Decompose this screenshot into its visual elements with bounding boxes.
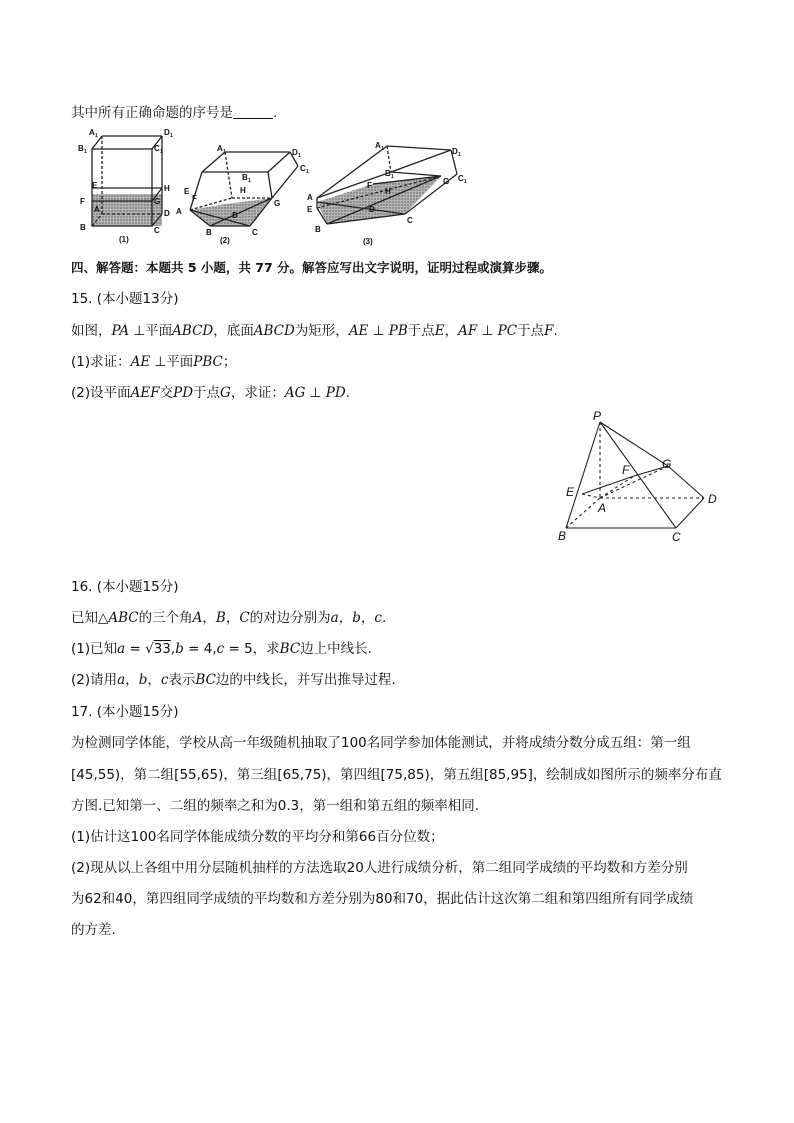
- math-b: b: [138, 672, 148, 688]
- fig1-sub: 1: [95, 133, 98, 139]
- math-PD: PD: [325, 385, 346, 401]
- q15-part2: [71, 383, 350, 403]
- fig2-label-E: E: [184, 187, 190, 196]
- math-G: G: [220, 385, 231, 401]
- pyr-label-A: A: [598, 501, 607, 515]
- text: 表示: [168, 672, 196, 688]
- q16-stem: [71, 608, 386, 628]
- fig3-label-D: D: [369, 205, 375, 214]
- q16-part2: [71, 670, 396, 690]
- text: 于点: [407, 323, 435, 339]
- text: 交: [159, 385, 174, 401]
- math-E: E: [434, 323, 445, 339]
- q17-part1: (1)估计这100名同学体能成绩分数的平均分和第66百分位数；: [71, 829, 444, 845]
- text: 的对边分别为: [249, 610, 331, 626]
- fig2-label-D1: D: [292, 148, 298, 157]
- text: ；: [222, 354, 237, 370]
- text: ，: [147, 672, 161, 688]
- fig3-sub: 1: [464, 179, 467, 185]
- text: = 4,: [183, 641, 217, 657]
- math-F: F: [544, 323, 554, 339]
- fig1-label-D: D: [164, 209, 170, 218]
- text: 如图，: [71, 323, 112, 339]
- math-b: b: [175, 641, 184, 657]
- q15-stem: [71, 321, 558, 341]
- q15-header: 15. (本小题13分): [71, 291, 179, 307]
- q15-pyramid-figure: [552, 408, 732, 548]
- math-ABCD: ABCD: [172, 323, 214, 339]
- fig2-sub: 1: [223, 149, 226, 155]
- fig2-sub: 1: [248, 178, 251, 184]
- fig1-label-B1: B: [78, 144, 84, 153]
- text: 平面: [166, 354, 194, 370]
- fig1-caption: (1): [119, 235, 129, 244]
- q17-part2-line-1: (2)现从以上各组中用分层随机抽样的方法选取20人进行成绩分析，第二组同学成绩的平均数和方差分别: [71, 860, 688, 876]
- text: 边的中线长，并写出推导过程.: [215, 672, 396, 688]
- text: ，: [202, 610, 216, 626]
- text: 平面: [145, 323, 173, 339]
- fig1-label-C1: C: [154, 144, 160, 153]
- perp-symbol: ⊥: [154, 354, 167, 370]
- figure-3: [305, 132, 475, 250]
- figure-1: [72, 126, 182, 246]
- figure-2: [170, 138, 320, 248]
- fig1-sub: 1: [84, 149, 87, 155]
- fig1-label-H: H: [164, 184, 170, 193]
- text: .: [381, 610, 387, 626]
- perp-symbol: ⊥: [372, 323, 385, 339]
- fig1-label-D1: D: [164, 128, 170, 137]
- text: = 5，求: [224, 641, 280, 657]
- text: 已知△: [71, 610, 109, 626]
- text: .: [553, 323, 558, 339]
- text: ，: [125, 672, 139, 688]
- text: .: [345, 385, 350, 401]
- text: =: [125, 641, 146, 657]
- pyr-label-D: D: [708, 492, 717, 506]
- sqrt-symbol: √: [145, 641, 154, 657]
- text: ，: [338, 610, 353, 626]
- text: (2)设平面: [71, 385, 131, 401]
- q17-line-2: [45,55)，第二组[55,65)，第三组[65,75)，第四组[75,85)，第五组[85,95]，绘制成如图所示的频率分布直: [71, 767, 722, 783]
- math-A: A: [192, 610, 203, 626]
- fig1-label-A1: A: [89, 128, 95, 137]
- pyr-label-G: G: [662, 457, 672, 471]
- q16-header: 16. (本小题15分): [71, 579, 179, 595]
- text: ,: [170, 641, 176, 657]
- math-AEF: AEF: [130, 385, 160, 401]
- fig2-label-C1: C: [300, 164, 306, 173]
- math-a: a: [330, 610, 339, 626]
- perp-symbol: ⊥: [309, 385, 322, 401]
- q15-part1: [71, 352, 236, 372]
- text: 的三个角: [138, 610, 193, 626]
- fig2-label-A1: A: [217, 144, 223, 153]
- fig2-label-C: C: [252, 228, 258, 237]
- fig2-sub: 1: [306, 169, 309, 175]
- fig3-label-B1: B: [385, 169, 391, 178]
- pyr-label-B: B: [558, 529, 567, 543]
- math-PD: PD: [173, 385, 194, 401]
- math-AG: AG: [284, 385, 306, 401]
- fig2-label-H: H: [240, 186, 246, 195]
- math-AF: AF: [458, 323, 478, 339]
- text: ，底面: [213, 323, 254, 339]
- q14-tail-line: [71, 103, 277, 123]
- fig3-label-G: G: [443, 177, 450, 186]
- q17-part2-line-2: 为62和40，第四组同学成绩的平均数和方差分别为80和70，据此估计这次第二组和第四组所有同学成绩: [71, 891, 694, 907]
- math-AE: AE: [348, 323, 369, 339]
- text: (2)请用: [71, 672, 118, 688]
- text: ，: [444, 323, 459, 339]
- math-PA: PA: [111, 323, 130, 339]
- text: ，: [360, 610, 375, 626]
- fig3-sub: 1: [391, 174, 394, 180]
- text: ，: [225, 610, 240, 626]
- q17-header: 17. (本小题15分): [71, 704, 179, 720]
- fig3-label-C: C: [407, 216, 413, 225]
- fig2-label-G: G: [274, 199, 281, 208]
- math-B: B: [215, 610, 226, 626]
- pyr-label-E: E: [566, 485, 575, 499]
- fig2-sub: 1: [298, 153, 301, 159]
- text: 于点: [517, 323, 545, 339]
- math-c: c: [160, 672, 169, 688]
- math-BC: BC: [195, 672, 216, 688]
- fig1-label-F: F: [80, 197, 85, 206]
- q17-line-1: 为检测同学体能，学校从高一年级随机抽取了100名同学参加体能测试，并将成绩分数分成五组：第一组: [71, 735, 691, 751]
- q16-part1: [71, 639, 372, 659]
- fig2-label-F: F: [192, 194, 197, 203]
- text: ，求证：: [230, 385, 285, 401]
- fig2-label-D: D: [232, 211, 238, 220]
- fig3-label-B: B: [315, 225, 321, 234]
- answer-blank[interactable]: [233, 104, 273, 119]
- q17-line-3: 方图.已知第一、二组的频率之和为0.3，第一组和第五组的频率相同.: [71, 798, 480, 814]
- fig2-caption: (2): [220, 236, 230, 245]
- math-AE: AE: [130, 354, 151, 370]
- fig1-sub: 1: [160, 149, 163, 155]
- pyr-label-C: C: [672, 530, 681, 544]
- fig2-label-A: A: [176, 207, 182, 216]
- text: (1)求证：: [71, 354, 131, 370]
- radicand: 33: [153, 641, 171, 657]
- pyr-label-F: F: [622, 463, 630, 477]
- text: 边上中线长.: [300, 641, 372, 657]
- perp-symbol: ⊥: [133, 323, 146, 339]
- math-a: a: [117, 641, 126, 657]
- fig3-sub: 1: [381, 146, 384, 152]
- fig3-label-A1: A: [375, 141, 381, 150]
- text: (1)已知: [71, 641, 118, 657]
- fig3-label-D1: D: [452, 147, 458, 156]
- pyr-label-P: P: [593, 409, 602, 423]
- perp-symbol: ⊥: [481, 323, 494, 339]
- fig1-label-B: B: [80, 223, 86, 232]
- fig3-label-E: E: [307, 205, 313, 214]
- section-4-heading: 四、解答题：本题共 5 小题，共 77 分。解答应写出文字说明，证明过程或演算步骤。: [71, 260, 553, 275]
- math-b: b: [352, 610, 361, 626]
- math-PB: PB: [388, 323, 408, 339]
- fig3-caption: (3): [363, 237, 373, 246]
- fig3-sub: 1: [458, 152, 461, 158]
- math-c: c: [374, 610, 382, 626]
- math-c: c: [216, 641, 225, 657]
- q14-tail-text: 其中所有正确命题的序号是: [71, 105, 233, 121]
- text: 于点: [193, 385, 221, 401]
- fig3-label-A: A: [307, 193, 313, 202]
- fig1-label-C: C: [154, 226, 160, 235]
- math-a: a: [117, 672, 126, 688]
- math-ABC: ABC: [108, 610, 139, 626]
- text: 为矩形，: [294, 323, 349, 339]
- q17-part2-line-3: 的方差.: [71, 922, 116, 938]
- fig1-label-G: G: [154, 197, 161, 206]
- fig1-sub: 1: [170, 133, 173, 139]
- fig3-label-C1: C: [458, 174, 464, 183]
- fig3-label-H: H: [385, 187, 391, 196]
- math-BC: BC: [279, 641, 301, 657]
- math-ABCD: ABCD: [253, 323, 295, 339]
- fig2-label-B1: B: [242, 173, 248, 182]
- fig1-label-A: A: [94, 205, 100, 214]
- math-PC: PC: [497, 323, 518, 339]
- fig1-label-E: E: [92, 181, 98, 190]
- fig3-label-F: F: [367, 181, 372, 190]
- math-C: C: [239, 610, 250, 626]
- fig2-label-B: B: [206, 228, 212, 237]
- q14-tail-end: .: [273, 105, 278, 121]
- math-PBC: PBC: [193, 354, 223, 370]
